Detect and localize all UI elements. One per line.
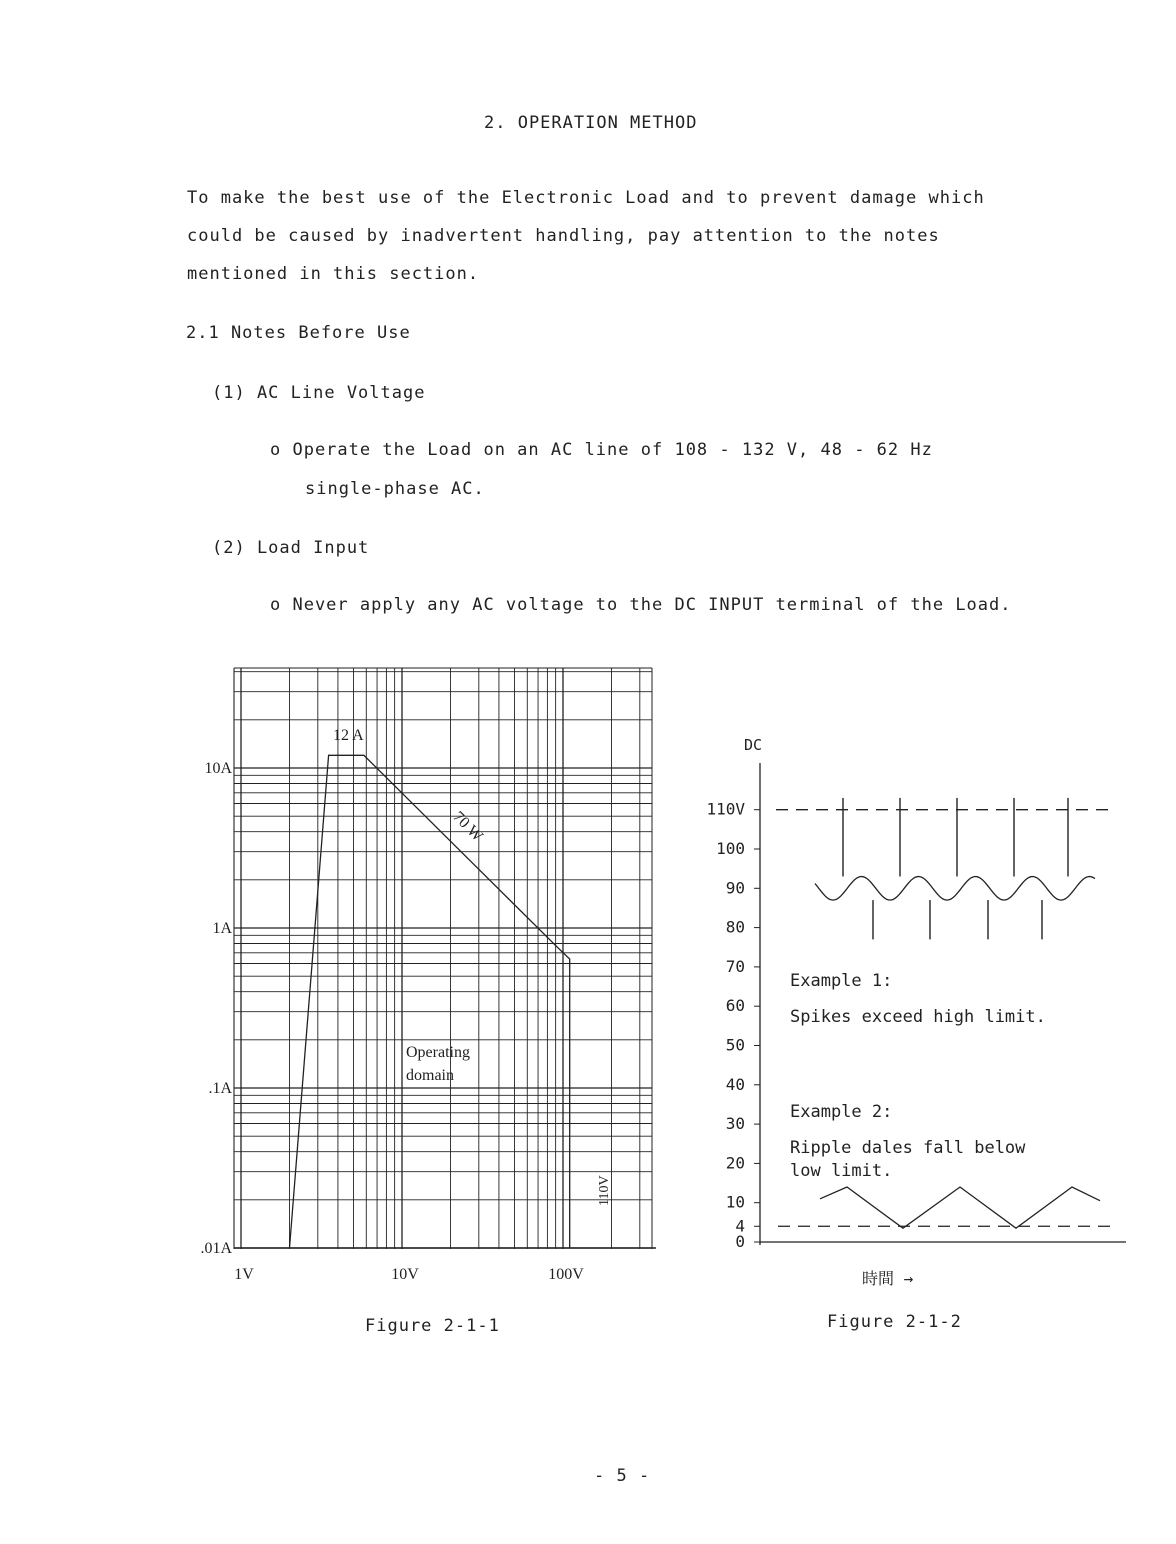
- example2-desc-line-1: Ripple dales fall below: [790, 1138, 1026, 1158]
- y-tick-label: 110V: [706, 799, 745, 819]
- y-axis-label: DC: [744, 736, 763, 754]
- voltage-limit-label: 110V: [597, 1175, 612, 1206]
- y-tick-label: 10: [725, 1192, 745, 1212]
- y-tick-label: 4: [735, 1216, 745, 1236]
- example1-desc: Spikes exceed high limit.: [790, 1007, 1046, 1027]
- intro-line-2: could be caused by inadvertent handling, pay attention to the notes: [187, 226, 940, 246]
- y-tick-label: 30: [725, 1114, 745, 1134]
- y-tick-label: 50: [725, 1035, 745, 1055]
- figure-2-1-1-chart: [200, 668, 656, 1283]
- y-tick-label: 80: [725, 917, 745, 937]
- x-tick-label: 100V: [548, 1266, 584, 1283]
- region-label-line-2: domain: [406, 1067, 454, 1084]
- log-grid: [234, 668, 656, 1249]
- y-tick-label: 60: [725, 996, 745, 1016]
- x-axis-label: 時間 →: [862, 1269, 914, 1288]
- y-tick-labels: [200, 760, 232, 1257]
- x-tick-label: 1V: [234, 1266, 254, 1283]
- item2-label: (2) Load Input: [212, 538, 370, 558]
- y-tick-label: 100: [716, 839, 745, 858]
- y-tick-label: .01A: [200, 1240, 232, 1257]
- y-tick-label: 70: [725, 956, 745, 976]
- intro-line-1: To make the best use of the Electronic Load and to prevent damage which: [187, 188, 985, 208]
- ripple-wave: [815, 877, 1095, 901]
- item1-label: (1) AC Line Voltage: [212, 383, 426, 403]
- item1-bullet-line-2: single-phase AC.: [305, 479, 485, 499]
- figure-1-caption: Figure 2-1-1: [365, 1316, 500, 1336]
- x-tick-label: 10V: [391, 1266, 419, 1283]
- item2-bullet: o Never apply any AC voltage to the DC INPUT terminal of the Load.: [270, 595, 1012, 615]
- figure-2-caption: Figure 2-1-2: [827, 1312, 962, 1332]
- example2-desc-line-2: low limit.: [790, 1161, 893, 1181]
- x-tick-labels: [234, 1266, 584, 1283]
- example1-title: Example 1:: [790, 971, 893, 991]
- y-tick-labels: [706, 800, 760, 1251]
- example2-title: Example 2:: [790, 1102, 893, 1122]
- y-tick-label: 10A: [204, 760, 232, 777]
- y-tick-label: 1A: [212, 920, 232, 937]
- item1-bullet-line-1: o Operate the Load on an AC line of 108 - 132 V, 48 - 62 Hz: [270, 440, 933, 460]
- spikes: [843, 798, 1068, 939]
- y-tick-label: 20: [725, 1153, 745, 1173]
- intro-line-3: mentioned in this section.: [187, 264, 480, 284]
- y-tick-label: 40: [725, 1074, 745, 1094]
- power-limit-label: 70 W: [449, 808, 486, 845]
- y-tick-label: 90: [725, 878, 745, 898]
- region-label-line-1: Operating: [406, 1044, 470, 1061]
- section-title: 2. OPERATION METHOD: [484, 113, 698, 133]
- figure-2-1-2-chart: [706, 736, 1126, 1288]
- y-tick-label: 0: [735, 1232, 745, 1251]
- subsection-title: 2.1 Notes Before Use: [186, 323, 411, 343]
- page-number: - 5 -: [594, 1466, 651, 1486]
- current-limit-label: 12 A: [333, 727, 364, 744]
- y-tick-label: .1A: [208, 1080, 232, 1097]
- ripple-dales-wave: [820, 1187, 1100, 1228]
